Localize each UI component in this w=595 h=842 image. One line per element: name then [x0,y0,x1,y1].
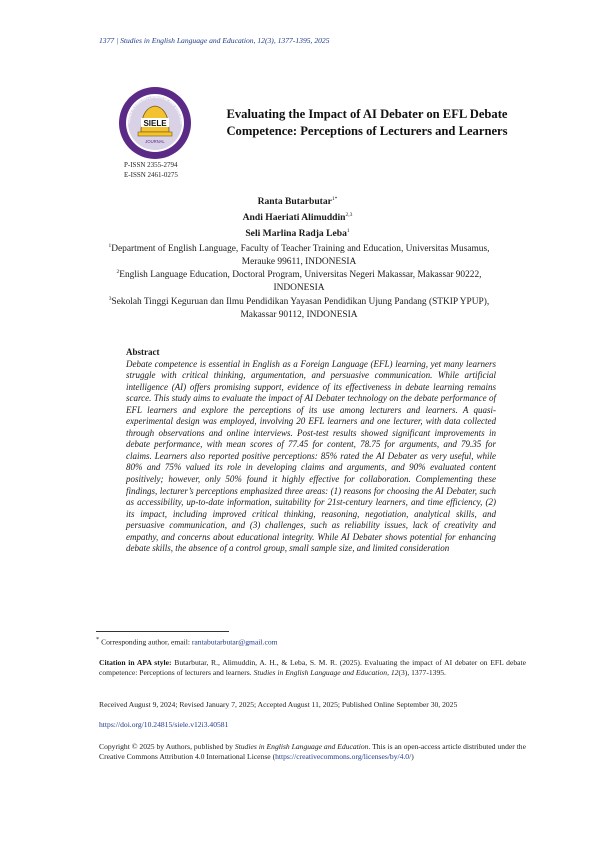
doi-link[interactable]: https://doi.org/10.24815/siele.v12i3.40581 [99,720,229,729]
author: Seli Marlina Radja Leba$^1$ [245,227,350,239]
logo-sub: JOURNAL [145,139,165,144]
issn-block [124,160,178,180]
author-list [150,193,445,240]
citation-label: Citation in APA style: [99,658,172,667]
siele-logo-icon [118,86,192,160]
abstract [126,347,496,555]
citation: Citation in APA style: Butarbutar, R., Alimuddin, A. H., & Leba, S. M. R. (2025). Evaluating the impact of AI debater on EFL debate competence: Perceptions of lecturers and learners. Studies in English Language and Education, 12(3), 1377-1395. [99,658,526,678]
copyright: Copyright © 2025 by Authors, published by Studies in English Language and Education. This is an open-access article distributed under the Creative Commons Attribution 4.0 International License (https://creativecommons.org/licenses/by/4.0/) [99,742,526,762]
running-head [99,36,330,45]
p-issn: P-ISSN 2355-2794 [124,161,178,169]
license-link[interactable]: https://creativecommons.org/licenses/by/4.0/ [275,752,412,762]
paper-title: Evaluating the Impact of AI Debater on EFL Debate Competence: Perceptions of Lecturers and Learners [226,107,508,138]
author: Ranta Butarbutar$^{1*}$ [257,196,338,208]
logo-word: SIELE [143,119,167,128]
footnote: * Corresponding author, email: rantabutarbutar@gmail.com [96,636,278,647]
running-head-journal: | Studies in English Language and Education, 12(3), 1377-1395, 2025 [114,36,330,45]
logo-ring-text: TUDIES IN ENGLISH LANGUAGE AND EDUCATIO [126,94,184,125]
page-number: 1377 [99,36,115,45]
journal-logo [118,86,192,160]
author: Andi Haeriati Alimuddin$^{2,3}$ [242,211,353,223]
footnote-rule [96,631,229,632]
affiliation: $^3$Sekolah Tinggi Keguruan dan Ilmu Pendidikan Yayasan Pendidikan Ujung Pandang (STKIP YPUP), Makassar 90112, INDONESIA [108,296,490,320]
abstract-heading: Abstract [126,347,160,357]
e-issn: E-ISSN 2461-0275 [124,171,178,179]
affiliation: $^2$English Language Education, Doctoral Program, Universitas Negeri Makassar, Makassar 90222, INDONESIA [116,269,482,293]
abstract-body: Debate competence is essential in English as a Foreign Language (EFL) learning, yet many learners struggle with critical thinking, argumentation, and persuasive communication. While artificial intelligence (AI) offers promising support, evidence of its effectiveness in debate learning remains scarce. This study aims to evaluate the impact of AI Debater technology on the debate performance of EFL learners and explore the perceptions of its use among lecturers and learners. A quasi-experimental design was employed, involving 20 EFL learners and one lecturer, with data collected through observations and online interviews. Post-test results showed significant improvements in debate performance, with mean scores of 77.45 for content, 78.75 for arguments, and 79.35 for claims. Learners also reported positive perceptions: 85% rated the AI Debater as very useful, while 80% and 75% valued its role in developing claims and arguments, and 90% evaluated content positively; however, only 50% found it highly effective for collaboration. Complementing these findings, lecturer’s perceptions emphasized three areas: (1) reasons for choosing the AI Debater, such as accessibility, up-to-date information, suitability for 21st-century learners, and time efficiency, (2) its impact, including improved critical thinking, reasoning, negotiation, analytical skills, and persuasive communication, and (3) challenges, such as reliability issues, lack of creativity and empathy, and concerns about educational integrity. While AI Debater shows potential for enhancing debate skills, the absence of a control group, small sample size, and limited consideration [126,358,496,554]
publication-dates: Received August 9, 2024; Revised January 7, 2025; Accepted August 11, 2025; Published Online September 30, 2025 [99,700,458,709]
affiliation: $^1$Department of English Language, Faculty of Teacher Training and Education, Universitas Musamus, Merauke 99611, INDONESIA [108,243,490,267]
corresponding-email-link[interactable]: rantabutarbutar@gmail.com [191,637,278,647]
